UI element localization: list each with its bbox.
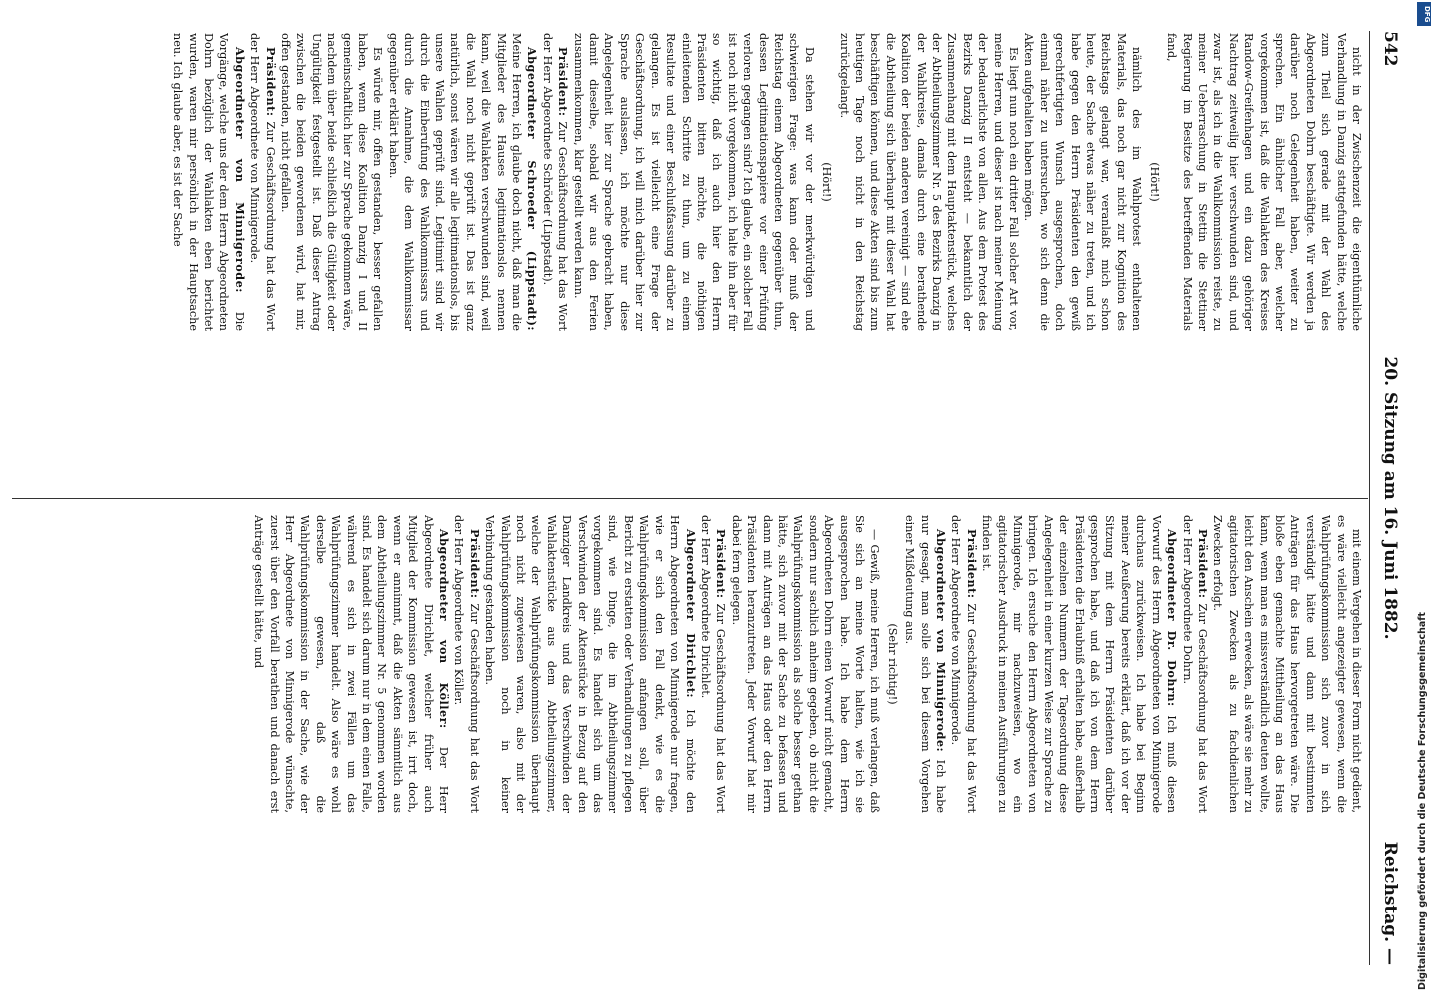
paragraph: Präsident: Zur Geschäftsordnung hat das Wort der Herr Abgeordnete Dirichlet. xyxy=(698,515,729,813)
paragraph: Abgeordneter von Minnigerode: Die Vorgänge, welche uns der dem Herrn Abgeordneten Dohrn bezüglich der Wahlakten eben berichtet wurden, waren mir persönlich in der Hauptsache neu. Ich glaube aber, es ist der Sache xyxy=(171,33,247,331)
speaker-name: Abgeordneter von Minnigerode: xyxy=(934,529,949,753)
paragraph: Präsident: Zur Geschäftsordnung hat das Wort der Herr Abgeordnete von Minnigerode. xyxy=(949,515,979,813)
digitization-credit: Digitalisierung gefördert durch die Deutsche Forschungsgemeinschaft xyxy=(1417,612,1428,990)
page-number: 542 xyxy=(1380,31,1400,67)
paragraph: Abgeordneter Dr. Dohrn: Ich muß diesen Vorwurf des Herrn Abgeordneten von Minnigerode durchaus zurückweisen. Ich habe bei Beginn meiner Aeußerung bereits erklärt, daß ich vor der Sitzung mit dem Herrn Präsidenten darüber gesprochen habe, und daß ich von dem Herrn Präsidenten die Erlaubniß erhalten habe, außerhalb der einzelnen Nummern der Tagesordnung diese Angelegenheit in einer kurzen Weise zur Sprache zu bringen. Ich ersuche den Herrn Abgeordneten von Minnigerode, mir nachzuweisen, wo ein agitatorischer Ausdruck in meinen Ausführungen zu finden ist. xyxy=(980,515,1180,813)
paragraph: Es würde mir, offen gestanden, besser gefallen haben, wenn diese Koalition Danzig I und II gemeinschaftlich hier zur Sprache gekommen wäre, nachdem über beide schließlich die Gültigkeit oder Ungültigkeit festgestellt ist. Daß dieser Antrag zwischen die beiden gewordenen wird, hat mir, offen gestanden, nicht gefallen. xyxy=(278,33,385,331)
speaker-name: Präsident: xyxy=(964,529,979,599)
paragraph: Abgeordneter Dirichlet: Ich möchte den Herrn Abgeordneten von Minnigerode nur fragen, wie er sich den Fall denkt, wie es die Wahlprüfungskommission anfangen soll, über Bericht zu erstatten oder Verhandlungen zu pflegen sind, wie Dinge, die im Abtheilungszimmer vorgekommen sind. Es handelt sich um das Verschwinden der Aktenstücke in Bezug auf den Danziger Landkreis und das Verschwinden der Wahlaktenstücke aus dem Abtheilungszimmer, welche der Wahlprüfungskommission überhaupt noch nicht zugewiesen waren, also mit der Wahlprüfungskommission noch in keiner Verbindung gestanden haben. xyxy=(483,515,698,813)
speaker-name: Abgeordneter Schroeder (Lippstadt): xyxy=(525,47,540,331)
side-credit-strip xyxy=(1416,0,1432,1000)
paragraph: Abgeordneter Schroeder (Lippstadt): Meine Herren, ich glaube doch nicht, daß man die Mitglieder des Hauses legitimationslos nennen kann, weil die Wahlakten verschwunden sind, weil die Wahl noch nicht geprüft ist. Das ist ganz natürlich, sonst wären wir alle legitimationslos, bis unsere Wahlen geprüft sind. Legitimirt sind wir durch die Einberufung des Wahlkommissars und durch die Annahme, die dem Wahlkommissar gegenüber erklärt haben. xyxy=(386,33,540,331)
interjection: (Hört!) xyxy=(1147,162,1161,202)
header-rule xyxy=(1369,31,1370,965)
paragraph: Präsident: Zur Geschäftsordnung hat das Wort der Herr Abgeordnete von Köller. xyxy=(452,515,482,813)
speaker-name: Abgeordneter von Köller: xyxy=(437,529,452,729)
speaker-name: Präsident: xyxy=(556,47,571,117)
paragraph: Präsident: Zur Geschäftsordnung hat das Wort der Herr Abgeordnete Dohrn. xyxy=(1180,515,1210,813)
text-column-left xyxy=(14,33,1364,331)
speaker-name: Präsident: xyxy=(1195,529,1210,599)
interjection: (Hört!) xyxy=(820,162,834,202)
paragraph: Abgeordneter von Minnigerode: Ich habe nur gesagt, man solle sich bei diesem Vorgehen einer Mißdeutung aus. xyxy=(903,515,949,813)
speaker-name: Präsident: xyxy=(714,529,729,599)
speaker-name: Präsident: xyxy=(263,47,278,117)
paragraph: — Gewiß, meine Herren, ich muß verlangen, daß Sie sich an meine Worte halten, wie ich sie ausgesprochen habe. Ich habe dem Herrn Abgeordneten Dohrn einen Vorwurf nicht gemacht, sondern nur sachlich anheim gegeben, ob nicht die Wahlprüfungskommission als solche besser gethan hätte, sich zuvor mit der Sache zu befassen und dann mit Anträgen an das Haus oder den Herrn Präsidenten heranzutreten. Jeder Vorwurf hat mir dabei fern gelegen. xyxy=(729,515,882,813)
speaker-name: Abgeordneter von Minnigerode: xyxy=(232,47,247,293)
paragraph: Abgeordneter von Köller: Der Herr Abgeordnete Dirichlet, welcher früher auch Mitglied der Kommission gewesen ist, irrt doch, wenn er annimmt, daß die Akten sämmtlich aus dem Abtheilungszimmer Nr. 5 genommen worden sind. Es handelt sich darum nur in dem einen Falle, während es sich in zwei Fällen um das Wahlprüfungszimmer handelt. Also wäre es wohl derselbe gewesen, daß die Wahlprüfungskommission in der Sache, wie der Herr Abgeordnete von Minnigerode wünschte, zuerst über den Vorfall berathen und danach erst Anträge gestellt hätte, und xyxy=(252,515,452,813)
rotated-page xyxy=(4,3,1412,993)
speaker-name: Präsident: xyxy=(467,529,482,599)
paragraph: nicht in der Zwischenzeit die eigenthümliche Verhandlung in Danzig stattgefunden hätte, welche zum Theil sich gerade mit der Wahl des Abgeordneten Dohrn beschäftigte. Wir werden ja darüber noch Gelegenheit haben, weiter zu sprechen. Ein ähnlicher Fall aber, welcher vorgekommen ist, daß die Wahlakten des Kreises Randow-Greifenhagen und ein dazu gehöriger Nachtrag zeitweilig hier verschwunden sind, und zwar ist, als ich in die Wahlkommission reiste, zu meiner Ueberraschung in Stettin die Stettiner Regierung im Besitze des betreffenden Materials fand, xyxy=(1165,33,1363,331)
page-header xyxy=(1372,31,1406,965)
session-title: 20. Sitzung am 16. Juni 1882. xyxy=(1380,356,1400,640)
paragraph: Es liegt nun noch ein dritter Fall solcher Art vor, meine Herren, und dieser ist nach meiner Meinung der bedauerlichste von allen. Aus dem Protest des Bezirks Danzig II entsteht — bekanntlich der Zusammenhang mit dem Hauptaktenstück, welches der Abtheilungszimmer Nr. 5 des Bezirks Danzig in der Wahlkreise, damals durch eine berathende Koalition der beiden anderen vereinigt — sind ehe die Abtheilung sich überhaupt mit dieser Wahl hat beschäftigen können, und diese Akten sind bis zum heutigen Tage noch nicht in den Reichstag zurückgelangt. xyxy=(837,33,1021,331)
text-column-right xyxy=(14,515,1364,813)
speaker-name: Abgeordneter Dr. Dohrn: xyxy=(1165,529,1180,707)
column-divider xyxy=(12,498,1368,499)
paragraph: mit einem Vergehen in dieser Form nicht gedient, es wäre vielleicht angezeigter gewesen, wenn die Wahlprüfungskommission sich zuvor in sich verständigt hätte und dann mit bestimmten Anträgen für das Haus hervorgetreten wäre. Die bloße eben gemachte Mittheilung an das Haus kann, wenn man es missverständlich deuten wollte, leicht den Anschein erwecken, als wäre sie mehr zu agitatorischen Zwecken als zu fachdienlichen Zwecken erfolgt. xyxy=(1211,515,1363,813)
speaker-name: Abgeordneter Dirichlet: xyxy=(683,529,698,698)
running-head: Reichstag. — xyxy=(1380,841,1400,965)
paragraph: nämlich des im Wahlprotest enthaltenen Materials, das noch gar nicht zur Kognition des Reichstags gelangt war, veranlaßt mich schon heute, der Sache etwas näher zu treten, und ich habe gegen den Herrn Präsidenten den gewiß gerechtfertigten Wunsch ausgesprochen, doch einmal näher zu untersuchen, wo sich denn die Akten aufgehalten haben mögen. xyxy=(1022,33,1144,331)
paragraph: Da stehen wir vor der merkwürdigen und schwierigen Frage: was kann oder muß der Reichstag einem Abgeordneten gegenüber thun, dessen Legitimationspapiere vor einer Prüfung verloren gegangen sind? Ich glaube, ein solcher Fall ist noch nicht vorgekommen, ich halte ihn aber für so wichtig, daß ich auch hier den Herrn Präsidenten bitten möchte, die nöthigen einleitenden Schritte zu thun, um zu einem Resultate und einer Beschlußfassung darüber zu gelangen. Es ist vielleicht eine Frage der Geschäftsordnung, ich will mich darüber hier zur Sprache auslassen, ich möchte nur diese Angelegenheit hier zur Sprache gebracht haben, damit dieselbe, sobald wir aus den Ferien zusammenkommen, klar gestellt werden kann. xyxy=(571,33,816,331)
dfg-logo: DFG xyxy=(1417,2,1431,26)
paragraph: Präsident: Zur Geschäftsordnung hat das Wort der Herr Abgeordnete Schröder (Lippstadt). xyxy=(540,33,571,331)
paragraph: Präsident: Zur Geschäftsordnung hat das Wort der Herr Abgeordnete von Minnigerode. xyxy=(248,33,278,331)
interjection: (Sehr richtig!) xyxy=(885,623,899,705)
